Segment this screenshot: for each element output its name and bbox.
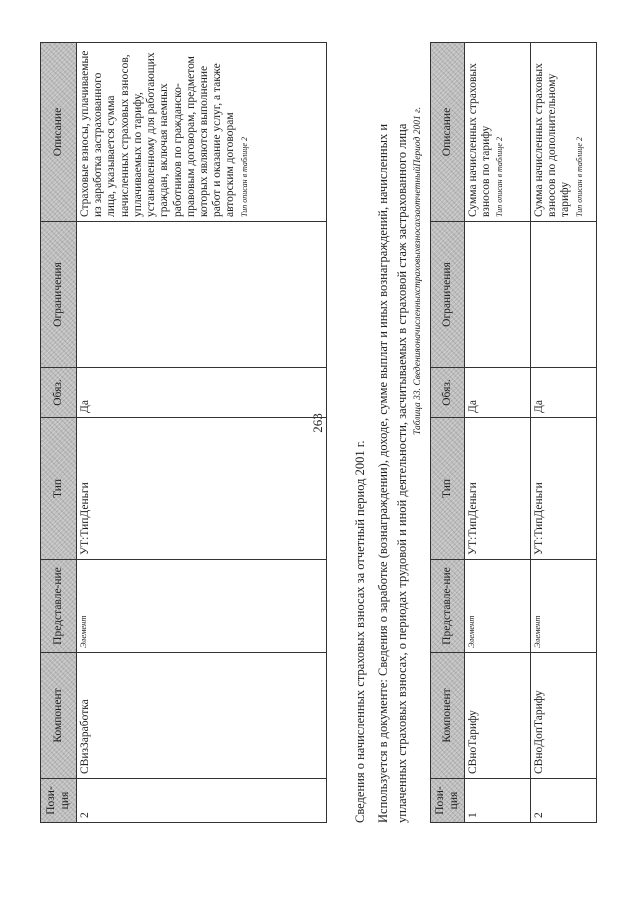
header-position: Пози-ция: [41, 779, 77, 823]
table-row: [77, 43, 327, 823]
cell-description: [77, 43, 327, 222]
table-caption: Таблица 33. СведенияоначисленныхстраховыхвзносахзаотчетныйПериод 2001 г.: [413, 106, 423, 435]
cell-restrictions: [531, 222, 597, 368]
cell-type: УТ:ТипДеньги: [531, 418, 597, 560]
cell-description: [531, 43, 597, 222]
cell-component: СВноДопТарифу: [531, 653, 597, 779]
table-header-row: [431, 43, 465, 823]
header-type: Тип: [41, 418, 77, 560]
cell-position: 2: [77, 779, 327, 823]
cell-representation: Элемент: [531, 560, 597, 653]
cell-required: Да: [531, 368, 597, 418]
header-description: Описание: [431, 43, 465, 222]
header-type: Тип: [431, 418, 465, 560]
header-required: Обяз.: [41, 368, 77, 418]
cell-representation: Элемент: [465, 560, 531, 653]
header-component: Компонент: [41, 653, 77, 779]
cell-restrictions: [465, 222, 531, 368]
cell-restrictions: [77, 222, 327, 368]
header-restrictions: Ограничения: [431, 222, 465, 368]
header-restrictions: Ограничения: [41, 222, 77, 368]
page-number: 263: [309, 413, 325, 433]
cell-description: [465, 43, 531, 222]
cell-representation: Элемент: [77, 560, 327, 653]
cell-required: Да: [465, 368, 531, 418]
type-note: Тип описан в таблице 2: [495, 137, 505, 217]
header-position: Пози-ция: [431, 779, 465, 823]
description-text: Страховые взносы, уплачиваемые из заработка застрахованного лица, указывается сумма начисленных страховых взносов, уплачиваемых по тарифу, установленному для работающих граждан, включая наемных работников по гражданско-правовым договорам, предметом которых являются выполнение работ и оказание услуг, а также авторским договорам: [79, 50, 237, 217]
table-row: [531, 43, 597, 823]
type-note: Тип описан в таблице 2: [239, 137, 249, 217]
table-contributions-2001: [430, 42, 597, 823]
table-row: [465, 43, 531, 823]
cell-position: 2: [531, 779, 597, 823]
section-title: Сведения о начисленных страховых взносах за отчетный период 2001 г.: [353, 440, 367, 823]
description-text: Сумма начисленных страховых взносов по тарифу: [467, 63, 493, 217]
cell-component: СВизЗаработка: [77, 653, 327, 779]
table-header-row: [41, 43, 77, 823]
header-component: Компонент: [431, 653, 465, 779]
header-description: Описание: [41, 43, 77, 222]
usage-line-1: Используется в документе: Сведения о заработке (вознаграждении), доходе, сумме выплат и иных вознаграждений, начисленных и: [376, 123, 390, 823]
description-text: Сумма начисленных страховых взносов по дополнительному тарифу: [533, 63, 572, 217]
header-representation: Представле-ние: [41, 560, 77, 653]
table-pension-contributions-earnings: [40, 42, 327, 823]
cell-required: Да: [77, 368, 327, 418]
header-required: Обяз.: [431, 368, 465, 418]
usage-line-2: уплаченных страховых взносах, о периодах трудовой и иной деятельности, засчитываемых в страховой стаж застрахованного лица: [395, 123, 409, 823]
cell-type: УТ:ТипДеньги: [465, 418, 531, 560]
cell-type: УТ:ТипДеньги: [77, 418, 327, 560]
cell-component: СВноТарифу: [465, 653, 531, 779]
cell-position: 1: [465, 779, 531, 823]
header-representation: Представле-ние: [431, 560, 465, 653]
type-note: Тип описан в таблице 2: [574, 137, 584, 217]
